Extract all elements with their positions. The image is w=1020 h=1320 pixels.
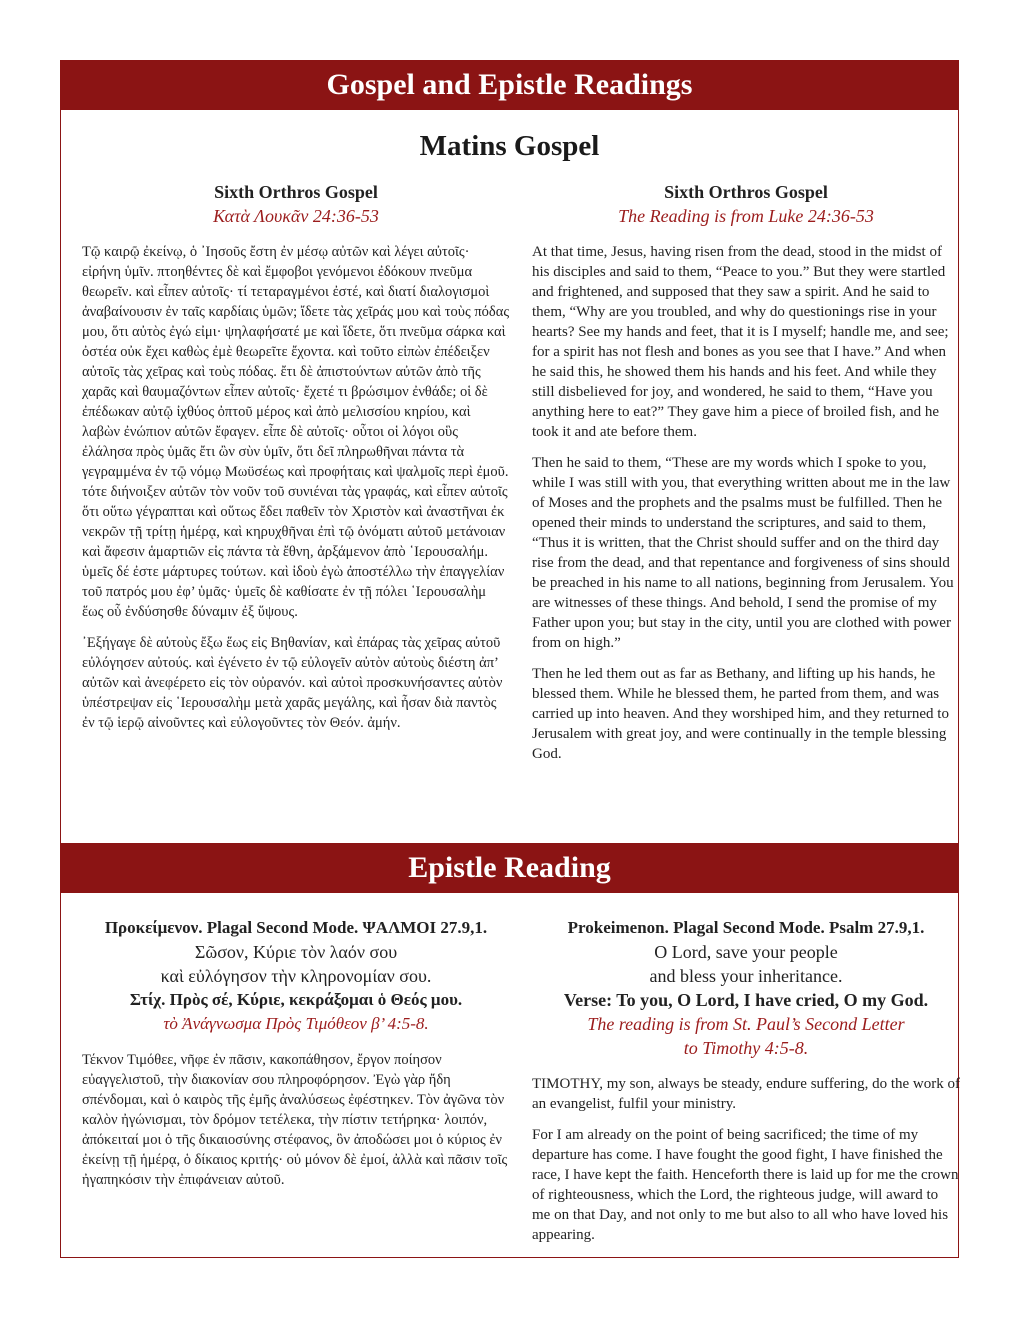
- english-prokeimenon: [532, 916, 960, 1060]
- english-gospel-text: [532, 242, 960, 764]
- english-gospel-heading: Sixth Orthros Gospel: [664, 182, 828, 202]
- english-gospel-header: [532, 180, 960, 228]
- greek-gospel-paragraph: ᾿Εξήγαγε δὲ αὐτοὺς ἔξω ἕως εἰς Βηθανίαν, καὶ ἐπάρας τὰς χεῖρας αὐτοῦ εὐλόγησεν αὐτούς. καὶ ἐγένετο ἐν τῷ εὐλογεῖν αὐτὸν αὐτοὺς διέστη ἀπ’ αὐτῶν καὶ ἀνεφέρετο εἰς τὸν οὐρανόν. καὶ αὐτοὶ προσκυνήσαντες αὐτὸν ὑπέστρεψαν εἰς ῾Ιερουσαλὴμ μετὰ χαρᾶς μεγάλης, καὶ ἦσαν διὰ παντὸς ἐν τῷ ἱερῷ αἰνοῦντες καὶ εὐλογοῦντες τὸν Θεόν. ἀμήν.: [82, 635, 503, 731]
- greek-prokeimenon-line: Σῶσον, Κύριε τὸν λαόν σου: [194, 942, 398, 962]
- greek-epistle-paragraph: Τέκνον Τιμόθεε, νῆφε ἐν πᾶσιν, κακοπάθησον, ἔργον ποίησον εὐαγγελιστοῦ, τὴν διακονίαν σου πληροφόρησον. Ἐγὼ γὰρ ἤδη σπένδομαι, καὶ ὁ καιρὸς τῆς ἐμῆς ἀναλύσεως ἐφέστηκεν. Τὸν ἀγῶνα τὸν καλὸν ἠγώνισμαι, τὸν δρόμον τετέλεκα, τὴν πίστιν τετήρηκα· λοιπόν, ἀπόκειταί μοι ὁ τῆς δικαιοσύνης στέφανος, ὃν ἀποδώσει μοι ὁ κύριος ἐν ἐκείνῃ τῇ ἡμέρᾳ, ὁ δίκαιος κριτής· οὐ μόνον δὲ ἐμοί, ἀλλὰ καὶ πᾶσιν τοῖς ἠγαπηκόσιν τὴν ἐπιφάνειαν αὐτοῦ.: [82, 1052, 508, 1188]
- english-gospel-reference: The Reading is from Luke 24:36-53: [618, 206, 874, 226]
- english-gospel-paragraph: Then he said to them, “These are my words which I spoke to you, while I was still with you, that everything written about me in the law of Moses and the prophets and the psalms must be fulfilled. Then he opened their minds to understand the scriptures, and said to them, “Thus it is written, that the Christ should suffer and on the third day rise from the dead, and that repentance and forgiveness of sins should be preached in his name to all nations, beginning from Jerusalem. You are witnesses of these things. And behold, I send the promise of my Father upon you; but stay in the city, until you are clothed with power from on high.”: [532, 455, 954, 651]
- greek-gospel-reference: Κατὰ Λουκᾶν 24:36-53: [213, 206, 379, 226]
- epistle-banner: Epistle Reading: [60, 843, 959, 893]
- english-epistle-reference: to Timothy 4:5-8.: [683, 1038, 809, 1058]
- matins-english-column: [532, 180, 960, 775]
- english-prokeimenon-line: O Lord, save your people: [654, 942, 838, 962]
- english-epistle-paragraph: TIMOTHY, my son, always be steady, endure suffering, do the work of an evangelist, fulfil your ministry.: [532, 1076, 960, 1112]
- english-gospel-paragraph: Then he led them out as far as Bethany, and lifting up his hands, he blessed them. While he blessed them, he parted from them, and was carried up into heaven. And they worshiped him, and they returned to Jerusalem with great joy, and were continually in the temple blessing God.: [532, 666, 949, 762]
- greek-prokeimenon: [82, 916, 510, 1036]
- english-epistle-paragraph: For I am already on the point of being sacrificed; the time of my departure has come. I have fought the good fight, I have finished the race, I have kept the faith. Henceforth there is laid up for me the crown of righteousness, which the Lord, the righteous judge, will award to me on that Day, and not only to me but also to all who have loved his appearing.: [532, 1127, 959, 1243]
- matins-gospel-title: Matins Gospel: [419, 130, 600, 162]
- greek-epistle-text: [82, 1050, 510, 1190]
- english-epistle-reference: The reading is from St. Paul’s Second Letter: [587, 1014, 905, 1034]
- greek-gospel-header: [82, 180, 510, 228]
- english-gospel-paragraph: At that time, Jesus, having risen from the dead, stood in the midst of his disciples and said to them, “Peace to you.” But they were startled and frightened, and supposed that they saw a spirit. And he said to them, “Why are you troubled, and why do questionings rise in your hearts? See my hands and feet, that it is I myself; handle me, and see; for a spirit has not flesh and bones as you see that I have.” And when he said this, he showed them his hands and his feet. And while they still disbelieved for joy, and wondered, he said to them, “Have you anything here to eat?” They gave him a piece of broiled fish, and he took it and ate before them.: [532, 244, 949, 440]
- gospel-epistle-banner: Gospel and Epistle Readings: [60, 60, 959, 110]
- greek-gospel-paragraph: Τῷ καιρῷ ἐκείνῳ, ὁ ᾿Ιησοῦς ἔστη ἐν μέσῳ αὐτῶν καὶ λέγει αὐτοῖς· εἰρήνη ὑμῖν. πτοηθέντες δὲ καὶ ἔμφοβοι γενόμενοι ἐδόκουν πνεῦμα θεωρεῖν. καὶ εἶπεν αὐτοῖς· τί τεταραγμένοι ἐστέ, καὶ διατί διαλογισμοὶ ἀναβαίνουσιν ἐν ταῖς καρδίαις ὑμῶν; ἴδετε τὰς χεῖράς μου καὶ τοὺς πόδας μου, ὅτι αὐτὸς ἐγώ εἰμι· ψηλαφήσατέ με καὶ ἴδετε, ὅτι πνεῦμα σάρκα καὶ ὀστέα οὐκ ἔχει καθὼς ἐμὲ θεωρεῖτε ἔχοντα. καὶ τοῦτο εἰπὼν ἐπέδειξεν αὐτοῖς τὰς χεῖρας καὶ τοὺς πόδας. ἔτι δὲ ἀπιστούντων αὐτῶν ἀπὸ τῆς χαρᾶς καὶ θαυμαζόντων εἶπεν αὐτοῖς· ἔχετέ τι βρώσιμον ἐνθάδε; οἱ δὲ ἐπέδωκαν αὐτῷ ἰχθύος ὀπτοῦ μέρος καὶ ἀπὸ μελισσίου κηρίου, καὶ λαβὼν ἐνώπιον αὐτῶν ἔφαγεν. εἶπε δὲ αὐτοῖς· οὗτοι οἱ λόγοι οὓς ἐλάλησα πρὸς ὑμᾶς ἔτι ὢν σὺν ὑμῖν, ὅτι δεῖ πληρωθῆναι πάντα τὰ γεγραμμένα ἐν τῷ νόμῳ Μωϋσέως καὶ προφήταις καὶ ψαλμοῖς περὶ ἐμοῦ. τότε διήνοιξεν αὐτῶν τὸν νοῦν τοῦ συνιέναι τὰς γραφάς, καὶ εἶπεν αὐτοῖς ὅτι οὕτω γέγραπται καὶ οὕτως ἔδει παθεῖν τὸν Χριστὸν καὶ ἀναστῆναι ἐκ νεκρῶν τῇ τρίτῃ ἡμέρᾳ, καὶ κηρυχθῆναι ἐπὶ τῷ ὀνόματι αὐτοῦ μετάνοιαν καὶ ἄφεσιν ἁμαρτιῶν εἰς πάντα τὰ ἔθνη, ἀρξάμενον ἀπὸ ῾Ιερουσαλήμ. ὑμεῖς δέ ἐστε μάρτυρες τούτων. καὶ ἰδοὺ ἐγὼ ἀποστέλλω τὴν ἐπαγγελίαν τοῦ πατρός μου ἐφ’ ὑμᾶς· ὑμεῖς δὲ καθίσατε ἐν τῇ πόλει ῾Ιερουσαλὴμ ἕως οὗ ἐνδύσησθε δύναμιν ἐξ ὕψους.: [82, 244, 510, 620]
- english-verse: Verse: To you, O Lord, I have cried, O my God.: [563, 990, 929, 1010]
- english-prokeimenon-heading: Prokeimenon. Plagal Second Mode. Psalm 27.9,1.: [567, 918, 925, 937]
- english-prokeimenon-line: and bless your inheritance.: [649, 966, 843, 986]
- epistle-english-column: [532, 916, 960, 1256]
- greek-gospel-text: [82, 242, 510, 733]
- english-epistle-text: [532, 1074, 960, 1245]
- greek-prokeimenon-line: καὶ εὐλόγησον τὴν κληρονομίαν σου.: [160, 966, 432, 986]
- greek-epistle-reference: τὸ Ἀνάγνωσμα Πρὸς Τιμόθεον β’ 4:5-8.: [163, 1014, 429, 1033]
- matins-greek-column: [82, 180, 510, 744]
- greek-prokeimenon-heading: Προκείμενον. Plagal Second Mode. ΨΑΛΜΟΙ 27.9,1.: [104, 918, 488, 937]
- greek-verse: Στίχ. Πρὸς σέ, Κύριε, κεκράξομαι ὁ Θεός μου.: [129, 990, 463, 1009]
- epistle-greek-column: [82, 916, 510, 1201]
- greek-gospel-heading: Sixth Orthros Gospel: [214, 182, 378, 202]
